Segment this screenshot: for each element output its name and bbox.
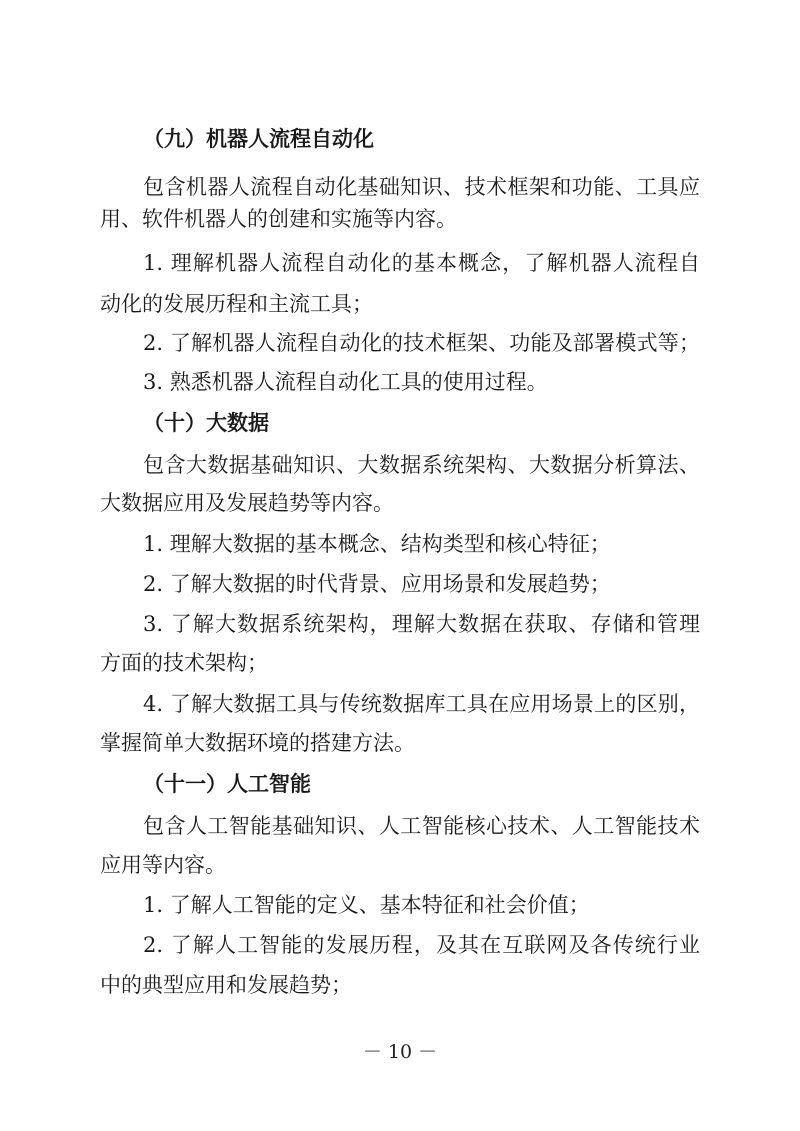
section-10-item-4-line-1: 4. 了解大数据工具与传统数据库工具在应用场景上的区别， (143, 692, 700, 716)
section-9-intro-line-1: 包含机器人流程自动化基础知识、技术框架和功能、工具应 (143, 175, 700, 199)
section-heading-9: （九）机器人流程自动化 (143, 127, 374, 151)
section-10-item-2: 2. 了解大数据的时代背景、应用场景和发展趋势； (143, 572, 611, 596)
section-9-item-2: 2. 了解机器人流程自动化的技术框架、功能及部署模式等； (143, 331, 700, 355)
section-11-item-2-line-1: 2. 了解人工智能的发展历程，及其在互联网及各传统行业 (143, 933, 700, 957)
section-11-item-2-line-2: 中的典型应用和发展趋势； (100, 973, 352, 997)
section-10-item-4-line-2: 掌握简单大数据环境的搭建方法。 (100, 731, 415, 755)
section-11-intro-line-2: 应用等内容。 (100, 853, 226, 877)
section-heading-10: （十）大数据 (143, 411, 269, 435)
section-11-intro-line-1: 包含人工智能基础知识、人工智能核心技术、人工智能技术 (143, 814, 700, 838)
section-10-item-3-line-2: 方面的技术架构； (100, 651, 268, 675)
section-11-item-1: 1. 了解人工智能的定义、基本特征和社会价值； (143, 893, 590, 917)
page-number: － 10 － (362, 1041, 438, 1063)
section-10-intro-line-1: 包含大数据基础知识、大数据系统架构、大数据分析算法、 (143, 453, 700, 477)
section-heading-11: （十一）人工智能 (143, 772, 311, 796)
section-10-item-3-line-1: 3. 了解大数据系统架构，理解大数据在获取、存储和管理 (143, 612, 700, 636)
section-10-item-1: 1. 理解大数据的基本概念、结构类型和核心特征； (143, 532, 611, 556)
section-10-intro-line-2: 大数据应用及发展趋势等内容。 (100, 491, 394, 515)
section-9-intro-line-2: 用、软件机器人的创建和实施等内容。 (100, 207, 457, 231)
section-9-item-3: 3. 熟悉机器人流程自动化工具的使用过程。 (143, 370, 548, 394)
section-9-item-1-line-2: 动化的发展历程和主流工具； (100, 292, 373, 316)
section-9-item-1-line-1: 1. 理解机器人流程自动化的基本概念，了解机器人流程自 (143, 251, 700, 275)
